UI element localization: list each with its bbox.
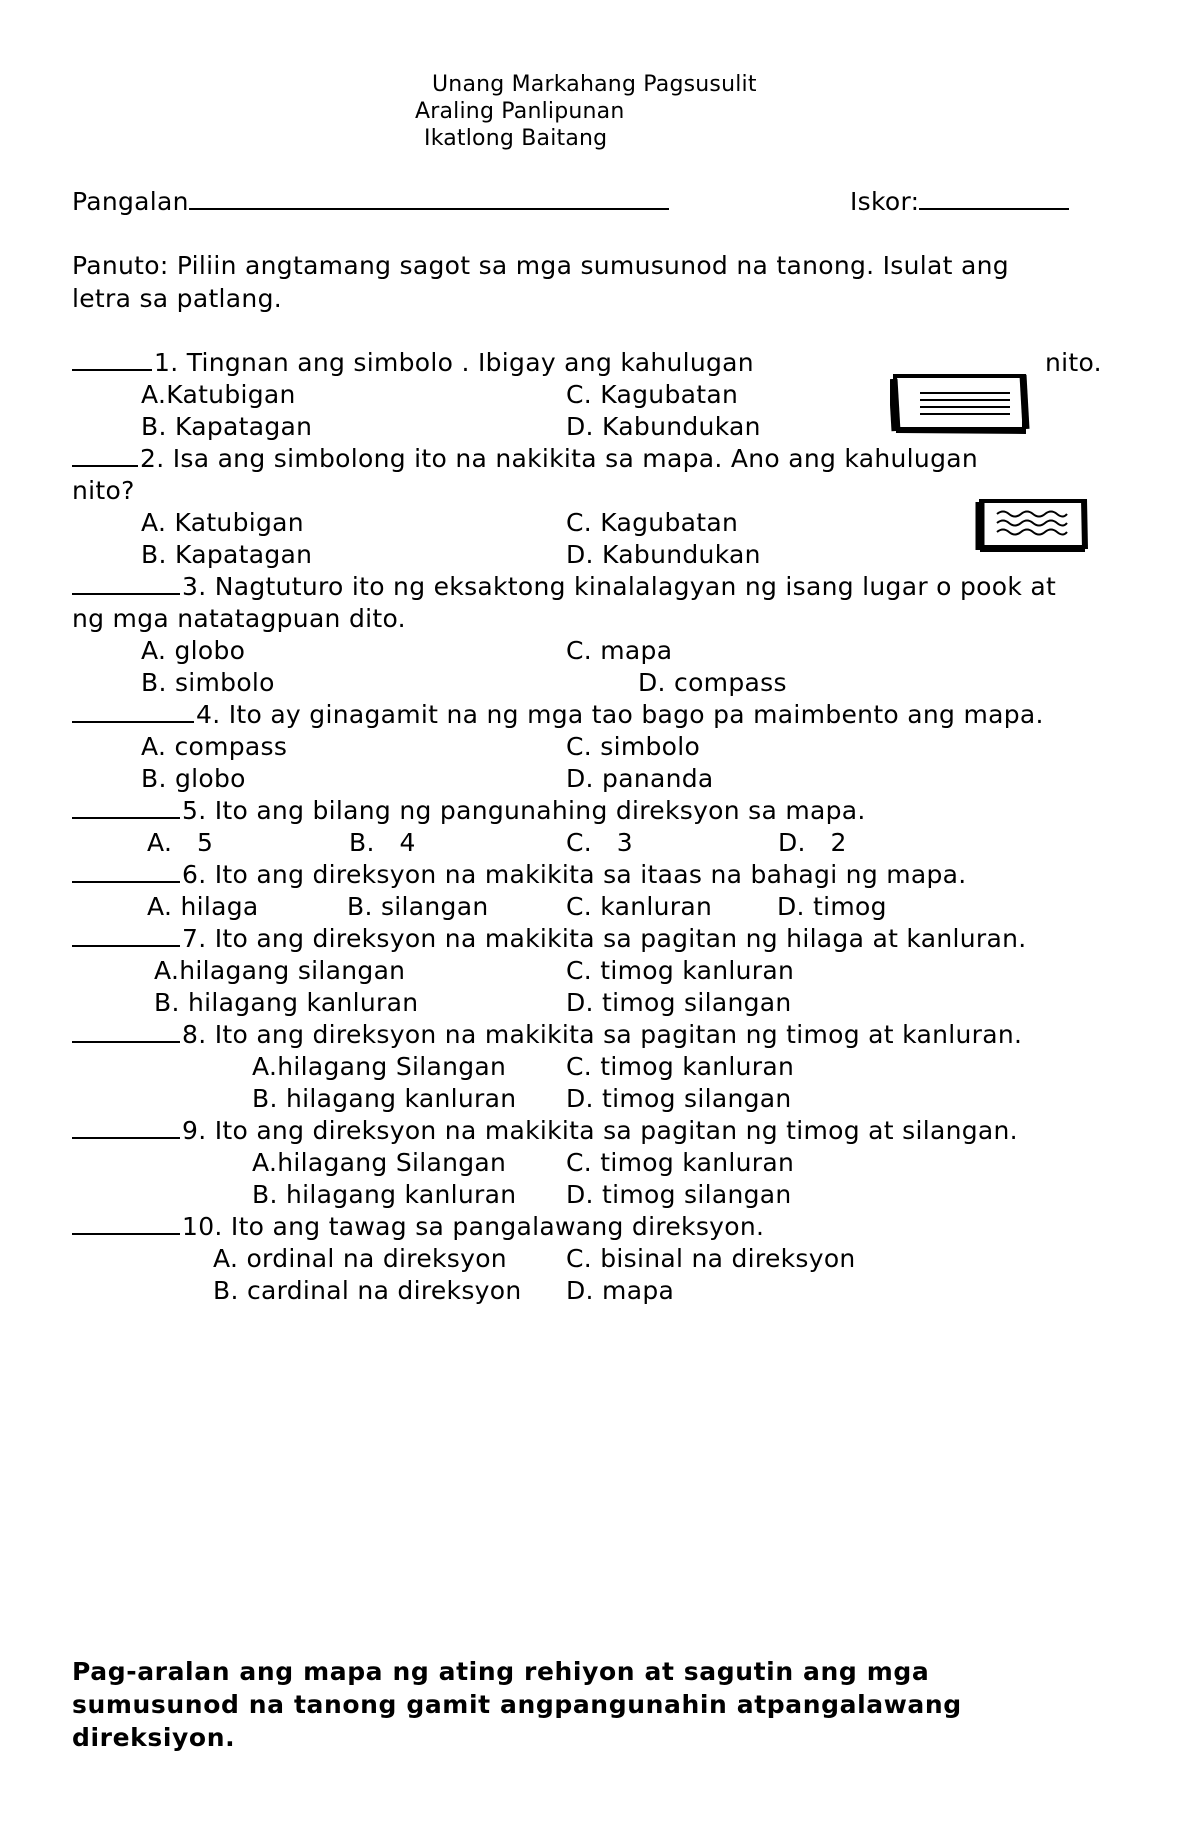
q4-option-d: D. pananda (566, 764, 714, 793)
q2-option-d: D. Kabundukan (566, 540, 761, 569)
q4-option-a: A. compass (141, 732, 288, 761)
score-label: Iskor: (850, 187, 920, 216)
question-7-text: 7. Ito ang direksyon na makikita sa pagitan ng hilaga at kanluran. (182, 924, 1027, 953)
q9-option-d: D. timog silangan (566, 1180, 792, 1209)
q3-option-c: C. mapa (566, 636, 673, 665)
answer-blank-8[interactable] (72, 1019, 180, 1043)
question-6-text: 6. Ito ang direksyon na makikita sa itaas na bahagi ng mapa. (182, 860, 967, 889)
question-3-text: 3. Nagtuturo ito ng eksaktong kinalalagyan ng isang lugar o pook at (182, 572, 1057, 601)
question-2 (72, 443, 978, 475)
name-label: Pangalan (72, 187, 189, 216)
question-8 (72, 1019, 1022, 1051)
q1-option-d: D. Kabundukan (566, 412, 761, 441)
question-10-text: 10. Ito ang tawag sa pangalawang direksyon. (182, 1212, 765, 1241)
answer-blank-9[interactable] (72, 1115, 180, 1139)
answer-blank-2[interactable] (72, 443, 138, 467)
q10-option-a: A. ordinal na direksyon (213, 1244, 507, 1273)
q6-option-d: D. timog (777, 892, 887, 921)
question-1-text: 1. Tingnan ang simbolo . Ibigay ang kahulugan (154, 348, 754, 377)
q7-option-b: B. hilagang kanluran (154, 988, 419, 1017)
q8-option-b: B. hilagang kanluran (252, 1084, 517, 1113)
q3-option-d: D. compass (638, 668, 787, 697)
q6-option-c: C. kanluran (566, 892, 713, 921)
q5-option-b: B. 4 (349, 828, 416, 857)
instructions-line-2: letra sa patlang. (72, 284, 282, 313)
score-blank[interactable] (919, 186, 1069, 210)
answer-blank-4[interactable] (72, 699, 194, 723)
footer-line-3: direksiyon. (72, 1723, 236, 1752)
q10-option-b: B. cardinal na direksyon (213, 1276, 522, 1305)
q1-option-b: B. Kapatagan (141, 412, 313, 441)
name-blank[interactable] (189, 186, 669, 210)
answer-blank-7[interactable] (72, 923, 180, 947)
q7-option-c: C. timog kanluran (566, 956, 795, 985)
question-5-text: 5. Ito ang bilang ng pangunahing direksyon sa mapa. (182, 796, 866, 825)
q10-option-d: D. mapa (566, 1276, 675, 1305)
answer-blank-5[interactable] (72, 795, 180, 819)
q5-option-d: D. 2 (778, 828, 847, 857)
question-3 (72, 571, 1056, 603)
q2-option-c: C. Kagubatan (566, 508, 739, 537)
q3-option-b: B. simbolo (141, 668, 275, 697)
q10-option-c: C. bisinal na direksyon (566, 1244, 856, 1273)
question-1-tail: nito. (1045, 348, 1102, 377)
q3-option-a: A. globo (141, 636, 246, 665)
answer-blank-1[interactable] (72, 347, 152, 371)
question-9-text: 9. Ito ang direksyon na makikita sa pagitan ng timog at silangan. (182, 1116, 1018, 1145)
q9-option-b: B. hilagang kanluran (252, 1180, 517, 1209)
question-6 (72, 859, 967, 891)
header-title: Unang Markahang Pagsusulit (432, 72, 757, 97)
q6-option-b: B. silangan (347, 892, 489, 921)
answer-blank-6[interactable] (72, 859, 180, 883)
q7-option-a: A.hilagang silangan (154, 956, 406, 985)
question-9 (72, 1115, 1018, 1147)
question-2-line-2: nito? (72, 476, 135, 505)
question-2-text: 2. Isa ang simbolong ito na nakikita sa mapa. Ano ang kahulugan (140, 444, 979, 473)
header-grade: Ikatlong Baitang (424, 126, 608, 151)
q8-option-c: C. timog kanluran (566, 1052, 795, 1081)
q1-option-a: A.Katubigan (141, 380, 296, 409)
header-subject: Araling Panlipunan (415, 99, 625, 124)
q4-option-b: B. globo (141, 764, 246, 793)
question-7 (72, 923, 1027, 955)
q8-option-d: D. timog silangan (566, 1084, 792, 1113)
map-symbol-1-icon (890, 371, 1032, 435)
footer-line-1: Pag-aralan ang mapa ng ating rehiyon at sagutin ang mga (72, 1657, 930, 1686)
question-1 (72, 347, 754, 379)
q9-option-c: C. timog kanluran (566, 1148, 795, 1177)
q7-option-d: D. timog silangan (566, 988, 792, 1017)
q1-option-c: C. Kagubatan (566, 380, 739, 409)
answer-blank-10[interactable] (72, 1211, 180, 1235)
q5-option-c: C. 3 (566, 828, 633, 857)
footer-line-2: sumusunod na tanong gamit angpangunahin atpangalawang (72, 1690, 962, 1719)
q2-option-b: B. Kapatagan (141, 540, 313, 569)
map-symbol-2-icon (975, 496, 1091, 554)
q9-option-a: A.hilagang Silangan (252, 1148, 507, 1177)
question-4 (72, 699, 1044, 731)
question-5 (72, 795, 866, 827)
question-10 (72, 1211, 764, 1243)
name-field[interactable] (72, 186, 671, 218)
question-3-line-2: ng mga natatagpuan dito. (72, 604, 406, 633)
answer-blank-3[interactable] (72, 571, 180, 595)
q4-option-c: C. simbolo (566, 732, 701, 761)
instructions-line-1: Panuto: Piliin angtamang sagot sa mga sumusunod na tanong. Isulat ang (72, 251, 1009, 280)
score-field[interactable] (850, 186, 1071, 218)
question-4-text: 4. Ito ay ginagamit na ng mga tao bago pa maimbento ang mapa. (196, 700, 1044, 729)
q8-option-a: A.hilagang Silangan (252, 1052, 507, 1081)
q6-option-a: A. hilaga (147, 892, 259, 921)
q5-option-a: A. 5 (147, 828, 214, 857)
question-8-text: 8. Ito ang direksyon na makikita sa pagitan ng timog at kanluran. (182, 1020, 1023, 1049)
q2-option-a: A. Katubigan (141, 508, 304, 537)
